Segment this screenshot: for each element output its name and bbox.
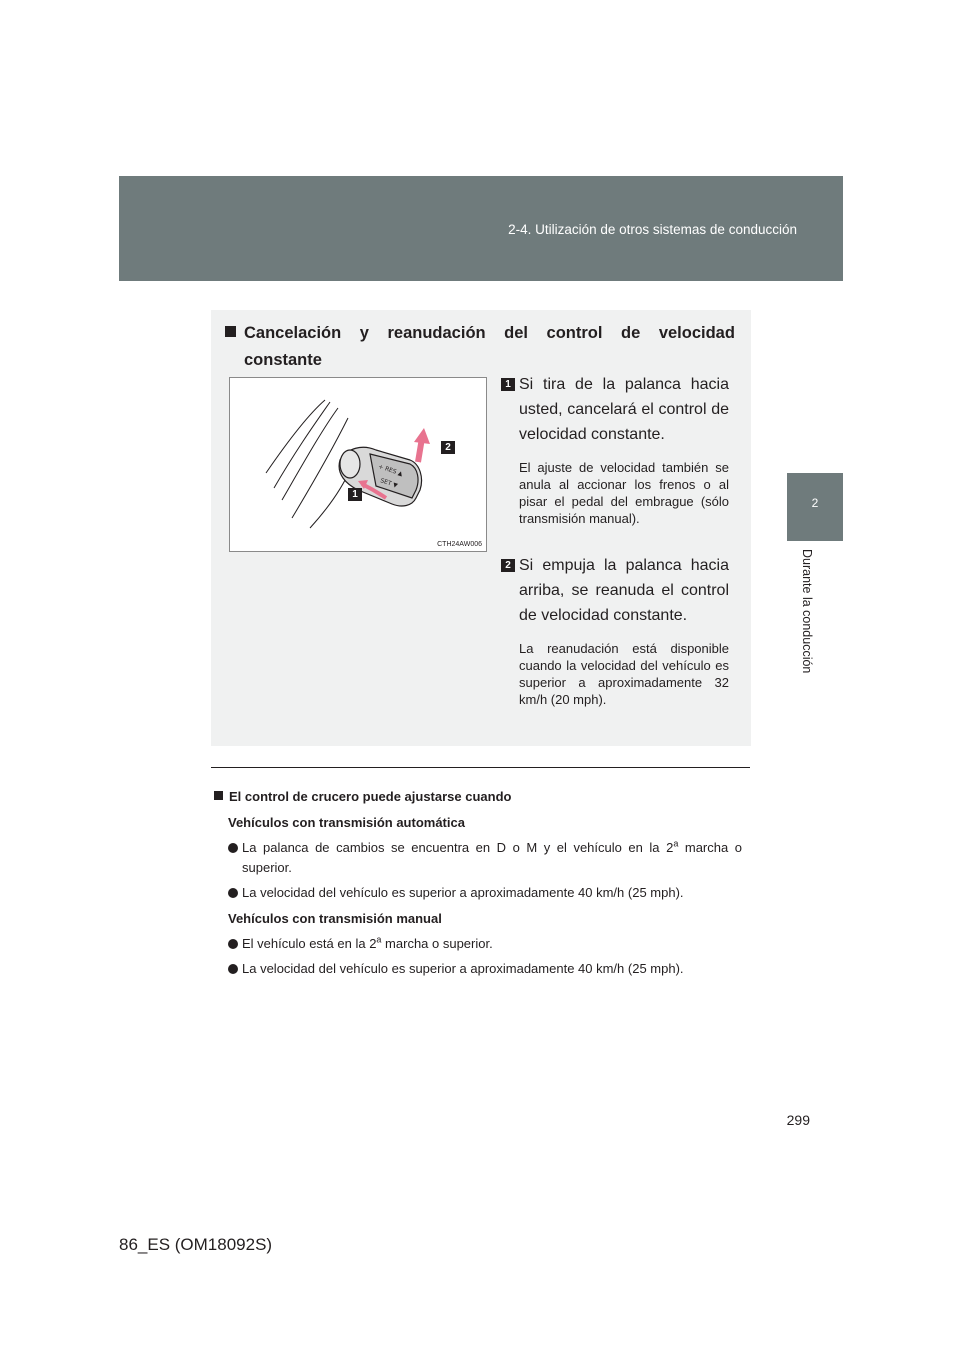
chapter-tab <box>787 473 843 541</box>
step-note: La reanudación está disponible cuando la velocidad del vehículo es superior a aproximadamente 32 km/h (20 mph). <box>519 641 729 707</box>
section-title: 2-4. Utilización de otros sistemas de conducción <box>508 222 797 237</box>
box-heading <box>225 320 735 374</box>
callout-2: 2 <box>441 441 455 454</box>
heading-word: del <box>504 324 528 342</box>
step-resume <box>501 553 729 708</box>
step-note: El ajuste de velocidad también se anula al accionar los frenos o al pisar el pedal del embrague (sólo transmisión manual). <box>519 460 729 526</box>
heading-word: velocidad <box>658 324 735 342</box>
bullet-dot-icon <box>228 939 238 949</box>
info-heading: El control de crucero puede ajustarse cuando <box>214 787 742 807</box>
heading-word: de <box>621 324 641 342</box>
page-number: 299 <box>786 1112 810 1128</box>
info-section <box>214 787 742 979</box>
section-divider <box>211 767 750 768</box>
bullet-dot-icon <box>228 843 238 853</box>
list-item: La velocidad del vehículo es superior a aproximadamente 40 km/h (25 mph). <box>214 883 742 903</box>
figure-code: CTH24AW006 <box>437 541 482 548</box>
box-heading-line2: constante <box>244 351 322 369</box>
callout-1: 1 <box>348 488 362 501</box>
box-heading-line1 <box>225 320 735 347</box>
list-item: La palanca de cambios se encuentra en D o M y el vehículo en la 2$^a$ marcha o superior. <box>214 838 742 878</box>
automatic-heading: Vehículos con transmisión automática <box>228 815 465 830</box>
step-number-badge: 2 <box>501 559 515 572</box>
step-text: Si tira de la palanca hacia usted, cancelará el control de velocidad constante. <box>519 376 729 443</box>
header-band <box>119 176 843 281</box>
document-code: 86_ES (OM18092S) <box>119 1235 273 1254</box>
cruise-lever-drawing <box>230 378 487 552</box>
step-text: Si empuja la palanca hacia arriba, se reanuda el control de velocidad constante. <box>519 557 729 624</box>
list-item: El vehículo está en la 2$^a$ marcha o superior. <box>214 934 742 954</box>
cancel-resume-box <box>211 310 751 746</box>
list-item: La velocidad del vehículo es superior a aproximadamente 40 km/h (25 mph). <box>214 959 742 979</box>
step-number-badge: 1 <box>501 378 515 391</box>
step-cancel <box>501 372 729 527</box>
bullet-dot-icon <box>228 964 238 974</box>
square-bullet-icon <box>225 326 236 337</box>
square-bullet-icon <box>214 791 223 800</box>
lever-illustration <box>229 377 487 552</box>
heading-word: reanudación <box>387 324 486 342</box>
bullet-dot-icon <box>228 888 238 898</box>
heading-word: control <box>546 324 603 342</box>
svg-text:SET ▼: SET ▼ <box>379 477 399 490</box>
manual-heading: Vehículos con transmisión manual <box>228 911 442 926</box>
heading-word: Cancelación <box>225 320 341 347</box>
svg-text:+ RES ▲: + RES ▲ <box>377 463 404 478</box>
heading-word: y <box>359 324 369 342</box>
chapter-number: 2 <box>811 496 819 510</box>
chapter-label: Durante la conducción <box>800 549 814 674</box>
